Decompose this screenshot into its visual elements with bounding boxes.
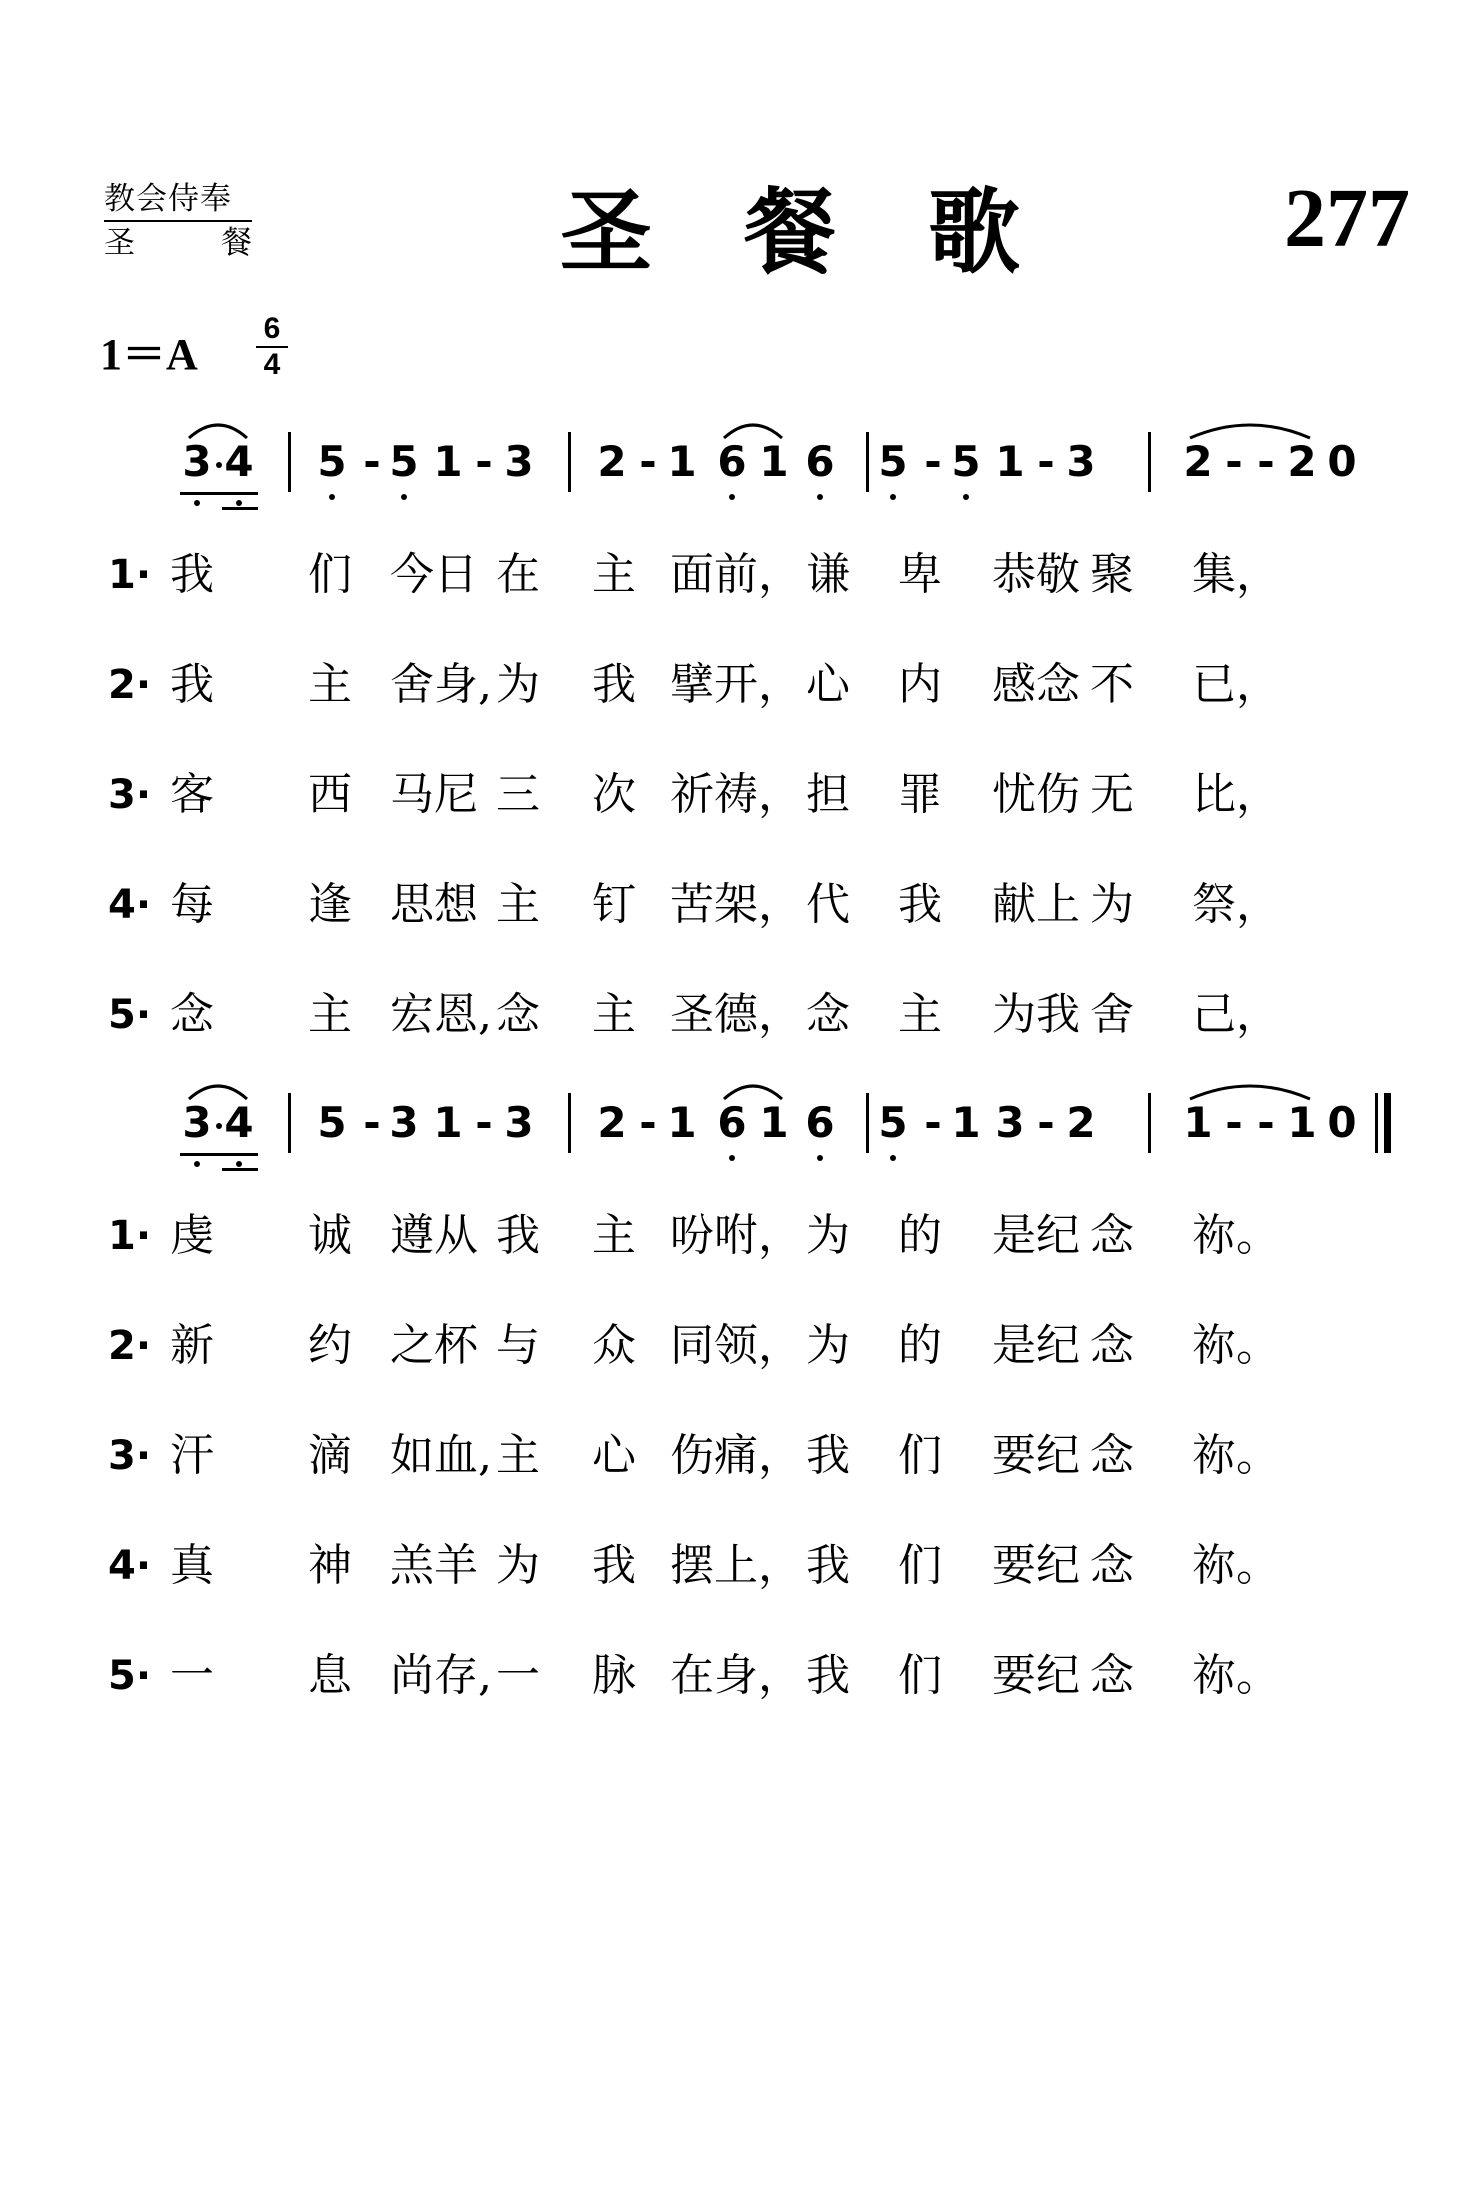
lyric-syllable: 主 [496, 1430, 540, 1481]
note: 1 [951, 1098, 981, 1147]
lyric-syllable: 汗 [170, 1430, 214, 1481]
note: 3 [1066, 437, 1096, 486]
verse-number: 1· [108, 1213, 152, 1259]
lyric-syllable: 钉 [592, 879, 636, 930]
lyric-syllable: 诚 [308, 1210, 352, 1261]
lyric-syllable: 念 [1090, 1430, 1134, 1481]
lyric-line [0, 545, 1477, 615]
lyric-line [0, 1646, 1477, 1716]
lyric-line [0, 1206, 1477, 1276]
final-bar-thick [1384, 1093, 1391, 1153]
lyric-syllable: 舍身, [390, 659, 492, 710]
lyric-syllable: 主 [592, 989, 636, 1040]
lyric-syllable: 每 [170, 879, 214, 930]
verse-number: 4· [108, 1543, 152, 1589]
lyric-syllable: 祢。 [1192, 1320, 1280, 1371]
lyric-syllable: 伤痛， [670, 1430, 802, 1481]
lyric-syllable: 一 [496, 1650, 540, 1701]
dash-extension: - [924, 437, 942, 486]
lyric-syllable: 为 [496, 1540, 540, 1591]
lyric-syllable: 舍 [1090, 989, 1134, 1040]
note: 1 [667, 437, 697, 486]
lyric-line [0, 1536, 1477, 1606]
lyric-syllable: 念 [1090, 1320, 1134, 1371]
pickup-note: 3 [182, 1098, 212, 1147]
lyric-syllable: 感念 [992, 659, 1080, 710]
lyric-line [0, 1316, 1477, 1386]
lyric-syllable: 众 [592, 1320, 636, 1371]
note: 1 [433, 437, 463, 486]
note: 2 [597, 437, 627, 486]
dash-extension: - [363, 437, 381, 486]
verse-number: 4· [108, 882, 152, 928]
lyric-line [0, 985, 1477, 1055]
lyric-syllable: 擘开， [670, 659, 802, 710]
lyric-syllable: 马尼 [390, 769, 478, 820]
dash-extension: - [1225, 1098, 1243, 1147]
lyric-syllable: 一 [170, 1650, 214, 1701]
lyric-syllable: 卑 [898, 549, 942, 600]
lyric-syllable: 祢。 [1192, 1540, 1280, 1591]
lyric-syllable: 罪 [898, 769, 942, 820]
lyric-syllable: 主 [592, 1210, 636, 1261]
note: 5 [317, 437, 347, 486]
note: 0 [1327, 437, 1357, 486]
slur-arc [187, 418, 249, 440]
lyric-syllable: 念 [806, 989, 850, 1040]
note: 6 [805, 1098, 835, 1147]
lyric-syllable: 念 [1090, 1210, 1134, 1261]
verse-number: 1· [108, 552, 152, 598]
note: 1 [1287, 1098, 1317, 1147]
final-bar-thin [1375, 1093, 1378, 1153]
octave-dot-below [890, 494, 896, 500]
octave-dot-below [817, 1155, 823, 1161]
lyric-syllable: 息 [308, 1650, 352, 1701]
lyric-syllable: 恭敬 [992, 549, 1080, 600]
lyric-line [0, 655, 1477, 725]
lyric-syllable: 内 [898, 659, 942, 710]
lyric-syllable: 己， [1192, 989, 1280, 1040]
slur-arc [722, 418, 784, 440]
lyric-syllable: 是纪 [992, 1320, 1080, 1371]
pickup-note: 3 [182, 437, 212, 486]
lyric-syllable: 圣德， [670, 989, 802, 1040]
tie-arc [1188, 418, 1312, 440]
note: 2 [1183, 437, 1213, 486]
pickup-note: 4 [224, 1098, 254, 1147]
lyric-syllable: 们 [898, 1650, 942, 1701]
lyric-syllable: 主 [496, 879, 540, 930]
lyric-syllable: 同领， [670, 1320, 802, 1371]
category-line-1: 教会侍奉 [104, 180, 252, 222]
octave-dot-below [329, 494, 335, 500]
time-signature-bottom: 4 [263, 348, 281, 381]
lyric-syllable: 聚 [1090, 549, 1134, 600]
lyric-syllable: 主 [308, 659, 352, 710]
lyric-syllable: 约 [308, 1320, 352, 1371]
octave-dot-below [401, 494, 407, 500]
lyric-syllable: 三 [496, 769, 540, 820]
key-signature: 1＝A [100, 330, 198, 379]
lyric-syllable: 羔羊 [390, 1540, 478, 1591]
lyric-syllable: 遵从 [390, 1210, 478, 1261]
bar-line [866, 432, 869, 492]
tie-arc [1188, 1079, 1312, 1101]
verse-number: 5· [108, 1653, 152, 1699]
bar-line [568, 1093, 571, 1153]
dash-extension: - [1037, 1098, 1055, 1147]
lyric-syllable: 代 [806, 879, 850, 930]
lyric-line [0, 875, 1477, 945]
lyric-syllable: 集， [1192, 549, 1280, 600]
verse-number: 3· [108, 1433, 152, 1479]
lyric-syllable: 我 [496, 1210, 540, 1261]
lyric-syllable: 虔 [170, 1210, 214, 1261]
lyric-syllable: 心 [592, 1430, 636, 1481]
lyric-syllable: 念 [496, 989, 540, 1040]
lyric-syllable: 我 [592, 1540, 636, 1591]
verse-number: 2· [108, 662, 152, 708]
lyric-syllable: 吩咐， [670, 1210, 802, 1261]
bar-line [568, 432, 571, 492]
bar-line [1148, 432, 1151, 492]
lyric-syllable: 神 [308, 1540, 352, 1591]
octave-dot-below [729, 494, 735, 500]
lyric-syllable: 摆上， [670, 1540, 802, 1591]
verse-number: 5· [108, 992, 152, 1038]
lyric-syllable: 要纪 [992, 1650, 1080, 1701]
dash-extension: - [924, 1098, 942, 1147]
lyric-syllable: 如血, [390, 1430, 492, 1481]
lyric-syllable: 主 [308, 989, 352, 1040]
note: 6 [717, 1098, 747, 1147]
dash-extension: - [639, 437, 657, 486]
note: 3 [995, 1098, 1025, 1147]
lyric-syllable: 为 [806, 1320, 850, 1371]
note: 1 [759, 1098, 789, 1147]
note: 3 [504, 1098, 534, 1147]
augmentation-dot [216, 1123, 222, 1129]
note: 5 [951, 437, 981, 486]
lyric-syllable: 在身， [670, 1650, 802, 1701]
lyric-syllable: 为我 [992, 989, 1080, 1040]
dash-extension: - [475, 1098, 493, 1147]
lyric-syllable: 谦 [806, 549, 850, 600]
dash-extension: - [363, 1098, 381, 1147]
pickup-underline-2 [222, 507, 258, 510]
lyric-syllable: 我 [806, 1540, 850, 1591]
lyric-syllable: 是纪 [992, 1210, 1080, 1261]
lyric-line [0, 1426, 1477, 1496]
lyric-syllable: 今日 [390, 549, 478, 600]
title-char-3: 歌 [927, 178, 1020, 286]
lyric-syllable: 真 [170, 1540, 214, 1591]
lyric-syllable: 我 [170, 549, 214, 600]
lyric-syllable: 心 [806, 659, 850, 710]
lyric-syllable: 客 [170, 769, 214, 820]
lyric-syllable: 为 [496, 659, 540, 710]
bar-line [288, 432, 291, 492]
lyric-syllable: 我 [806, 1430, 850, 1481]
dash-extension: - [1225, 437, 1243, 486]
lyric-syllable: 之杯 [390, 1320, 478, 1371]
lyric-syllable: 我 [170, 659, 214, 710]
note: 1 [667, 1098, 697, 1147]
lyric-syllable: 我 [806, 1650, 850, 1701]
lyric-syllable: 面前， [670, 549, 802, 600]
category-line-2-a: 圣 [104, 225, 135, 261]
lyric-syllable: 已， [1192, 659, 1280, 710]
lyric-syllable: 们 [898, 1540, 942, 1591]
lyric-syllable: 比， [1192, 769, 1280, 820]
note: 2 [1066, 1098, 1096, 1147]
lyric-syllable: 念 [1090, 1650, 1134, 1701]
lyric-syllable: 祈祷， [670, 769, 802, 820]
lyric-syllable: 献上 [992, 879, 1080, 930]
lyric-syllable: 苦架， [670, 879, 802, 930]
lyric-syllable: 尚存, [390, 1650, 492, 1701]
lyric-line [0, 765, 1477, 835]
note: 3 [504, 437, 534, 486]
octave-dot-below [236, 1161, 242, 1167]
verse-number: 2· [108, 1323, 152, 1369]
lyric-syllable: 担 [806, 769, 850, 820]
lyric-syllable: 不 [1090, 659, 1134, 710]
hymn-number: 277 [1284, 172, 1410, 265]
lyric-syllable: 祢。 [1192, 1430, 1280, 1481]
pickup-underline [180, 492, 258, 495]
time-signature [256, 312, 288, 382]
dash-extension: - [1257, 1098, 1275, 1147]
dash-extension: - [1037, 437, 1055, 486]
note: 6 [805, 437, 835, 486]
lyric-syllable: 新 [170, 1320, 214, 1371]
lyric-syllable: 脉 [592, 1650, 636, 1701]
note: 5 [317, 1098, 347, 1147]
note: 3 [389, 1098, 419, 1147]
hymn-title [560, 170, 1020, 286]
note: 5 [878, 437, 908, 486]
bar-line [288, 1093, 291, 1153]
lyric-syllable: 祢。 [1192, 1650, 1280, 1701]
lyric-syllable: 逢 [308, 879, 352, 930]
note: 1 [1183, 1098, 1213, 1147]
verse-number: 3· [108, 772, 152, 818]
lyric-syllable: 们 [308, 549, 352, 600]
note: 0 [1327, 1098, 1357, 1147]
note: 5 [878, 1098, 908, 1147]
music-staff-1 [0, 432, 1477, 552]
music-staff-2 [0, 1093, 1477, 1213]
category-line-2-b: 餐 [221, 225, 252, 261]
octave-dot-below [236, 500, 242, 506]
lyric-syllable: 滴 [308, 1430, 352, 1481]
category-label [104, 180, 252, 262]
octave-dot-below [963, 494, 969, 500]
lyric-syllable: 的 [898, 1320, 942, 1371]
pickup-underline-2 [222, 1168, 258, 1171]
slur-arc [722, 1079, 784, 1101]
note: 6 [717, 437, 747, 486]
lyric-syllable: 思想 [390, 879, 478, 930]
octave-dot-below [817, 494, 823, 500]
lyric-syllable: 西 [308, 769, 352, 820]
octave-dot-below [890, 1155, 896, 1161]
lyric-syllable: 无 [1090, 769, 1134, 820]
bar-line [866, 1093, 869, 1153]
note: 2 [597, 1098, 627, 1147]
lyric-syllable: 祢。 [1192, 1210, 1280, 1261]
time-signature-top: 6 [256, 312, 288, 348]
lyric-syllable: 念 [1090, 1540, 1134, 1591]
note: 1 [759, 437, 789, 486]
lyric-syllable: 要纪 [992, 1430, 1080, 1481]
lyric-syllable: 祭， [1192, 879, 1280, 930]
pickup-note: 4 [224, 437, 254, 486]
pickup-underline [180, 1153, 258, 1156]
octave-dot-below [194, 1161, 200, 1167]
slur-arc [187, 1079, 249, 1101]
lyric-syllable: 在 [496, 549, 540, 600]
lyric-syllable: 念 [170, 989, 214, 1040]
augmentation-dot [216, 462, 222, 468]
title-char-1: 圣 [560, 178, 653, 286]
octave-dot-below [194, 500, 200, 506]
bar-line [1148, 1093, 1151, 1153]
lyric-syllable: 我 [592, 659, 636, 710]
dash-extension: - [1257, 437, 1275, 486]
note: 2 [1287, 437, 1317, 486]
lyric-syllable: 们 [898, 1430, 942, 1481]
lyric-syllable: 与 [496, 1320, 540, 1371]
lyric-syllable: 的 [898, 1210, 942, 1261]
category-line-2 [104, 222, 252, 262]
lyric-syllable: 为 [806, 1210, 850, 1261]
lyric-syllable: 主 [898, 989, 942, 1040]
lyric-syllable: 为 [1090, 879, 1134, 930]
dash-extension: - [639, 1098, 657, 1147]
lyric-syllable: 我 [898, 879, 942, 930]
note: 5 [389, 437, 419, 486]
octave-dot-below [729, 1155, 735, 1161]
title-char-2: 餐 [743, 178, 836, 286]
lyric-syllable: 忧伤 [992, 769, 1080, 820]
dash-extension: - [475, 437, 493, 486]
lyric-syllable: 主 [592, 549, 636, 600]
note: 1 [433, 1098, 463, 1147]
lyric-syllable: 要纪 [992, 1540, 1080, 1591]
lyric-syllable: 宏恩, [390, 989, 492, 1040]
lyric-syllable: 次 [592, 769, 636, 820]
note: 1 [995, 437, 1025, 486]
